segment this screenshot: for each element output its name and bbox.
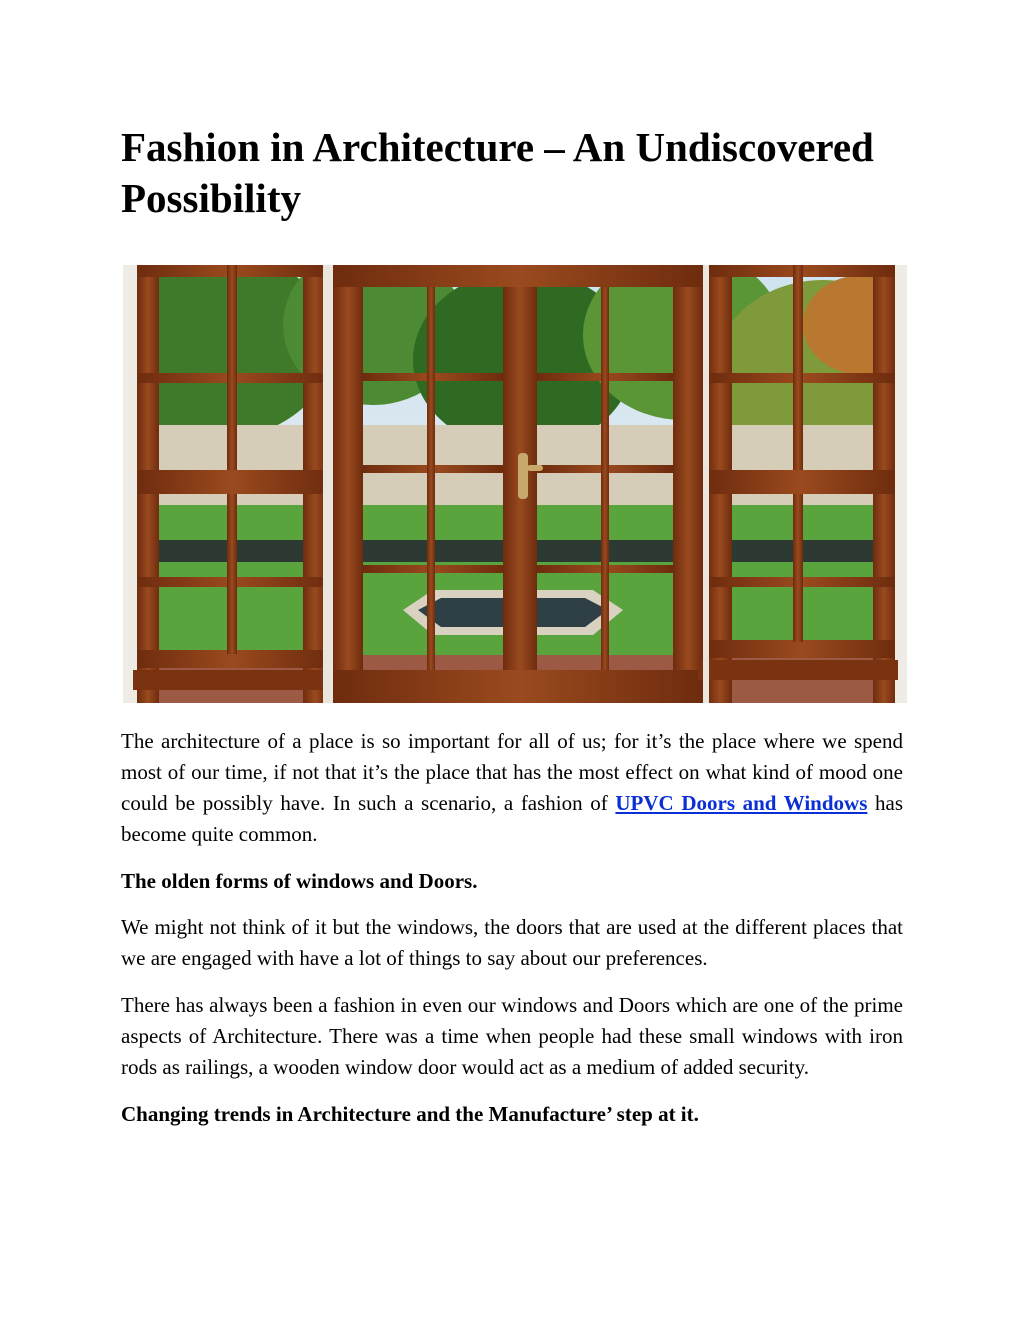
article-body <box>121 726 903 1145</box>
section-heading-changing-trends: Changing trends in Architecture and the Manufacture’ step at it. <box>121 1102 699 1126</box>
page-title: Fashion in Architecture – An Undiscovered Possibility <box>121 124 874 221</box>
window-door-illustration <box>123 265 907 703</box>
paragraph-fashion-history: There has always been a fashion in even our windows and Doors which are one of the prime aspects of Architecture. There was a time when people had these small windows with iron rods as railings, a wooden window door would act as a medium of added security. <box>121 993 903 1079</box>
paragraph-intro <box>121 726 903 850</box>
article-image <box>123 265 907 703</box>
upvc-doors-windows-link[interactable]: UPVC Doors and Windows <box>615 791 868 815</box>
paragraph-preferences: We might not think of it but the windows, the doors that are used at the different places that we are engaged with have a lot of things to say about our preferences. <box>121 915 903 970</box>
paragraph-intro-after: has become quite common. <box>121 791 903 846</box>
paragraph-intro-before: The architecture of a place is so important for all of us; for it’s the place where we spend most of our time, if not that it’s the place that has the most effect on what kind of mood one could be possibly have. In such a scenario, a fashion of <box>121 729 903 815</box>
section-heading-olden-forms: The olden forms of windows and Doors. <box>121 869 478 893</box>
